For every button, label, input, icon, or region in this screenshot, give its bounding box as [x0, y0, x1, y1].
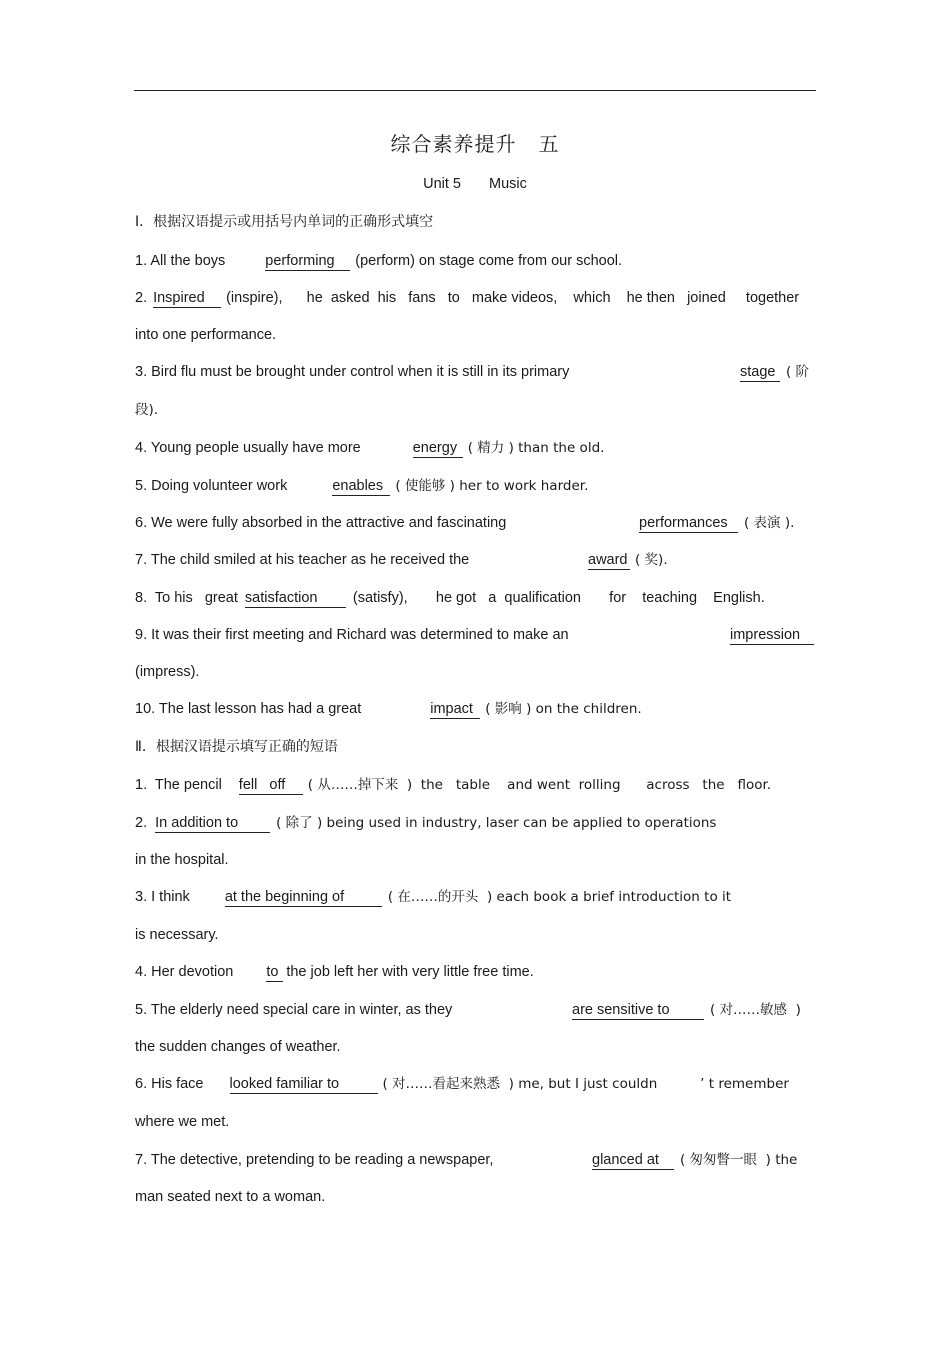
q-text: 9. It was their first meeting and Richard was determined to make an: [135, 627, 569, 643]
s2-q7-answer: [592, 1151, 797, 1170]
answer-blank: Inspired: [153, 290, 221, 308]
s2-q3-cont: is necessary.: [135, 927, 219, 943]
answer-blank: energy: [413, 440, 463, 458]
unit-topic: Music: [489, 176, 527, 192]
q-text: (inspire), he asked his fans to make videos, which he then joined together: [226, 290, 800, 306]
s2-q5-cont: the sudden changes of weather.: [135, 1039, 341, 1055]
s1-q9: [135, 626, 569, 644]
unit-label: Unit 5: [423, 176, 461, 192]
s1-q3-cont: 段).: [135, 402, 159, 418]
s2-q5: [135, 1001, 452, 1019]
q-text: ( 阶: [786, 364, 810, 380]
s1-q2-cont: into one performance.: [135, 327, 277, 343]
unit-subtitle: [0, 176, 950, 192]
q-text: 5. Doing volunteer work: [135, 478, 288, 494]
q-text: ( 在……的开头 ) each book a brief introduction to it: [387, 889, 732, 905]
s1-q1: [135, 252, 622, 271]
s2-q2: [135, 814, 716, 833]
q-text: 8. To his great: [135, 590, 238, 606]
q-text: ( 精力 ) than the old.: [467, 440, 605, 456]
s1-q6: [135, 514, 506, 532]
answer-blank: performing: [265, 253, 350, 271]
s1-q8: [135, 589, 765, 608]
answer-blank: enables: [332, 478, 390, 496]
s2-q7-cont: man seated next to a woman.: [135, 1189, 326, 1205]
s1-q4: [135, 439, 604, 458]
q-text: ( 影响 ) on the children.: [485, 701, 642, 717]
q-text: 2.: [135, 290, 148, 306]
s2-q6-cont: where we met.: [135, 1114, 230, 1130]
q-text: ( 对……看起来熟悉 ) me, but I just couldn ’ t remember: [382, 1076, 789, 1092]
section2-heading: Ⅱ．根据汉语提示填写正确的短语: [135, 739, 338, 755]
answer-blank: In addition to: [155, 815, 270, 833]
q-text: 6. We were fully absorbed in the attractive and fascinating: [135, 515, 507, 531]
s2-q5-answer: [572, 1001, 801, 1020]
answer-blank: impact: [430, 701, 480, 719]
s2-q1: [135, 776, 771, 795]
s2-q7: [135, 1151, 493, 1169]
title-main: 综合素养提升: [390, 132, 517, 156]
q-text: 7. The child smiled at his teacher as he received the: [135, 552, 470, 568]
s2-q2-cont: in the hospital.: [135, 852, 229, 868]
q-text: 4. Her devotion: [135, 964, 234, 980]
q-text: the job left her with very little free time.: [286, 964, 534, 980]
q-text: 5. The elderly need special care in winter, as they: [135, 1002, 453, 1018]
s1-q9-cont: (impress).: [135, 664, 200, 680]
answer-blank: impression: [730, 627, 814, 645]
s2-q3: [135, 888, 731, 907]
q-text: ( 对……敏感 ): [710, 1002, 801, 1018]
answer-blank: award: [588, 552, 630, 570]
q-text: ( 奖).: [635, 552, 668, 568]
answer-blank: are sensitive to: [572, 1002, 704, 1020]
s1-q5: [135, 477, 588, 496]
q-text: ( 除了 ) being used in industry, laser can be applied to operations: [276, 815, 717, 831]
answer-blank: performances: [639, 515, 738, 533]
answer-blank: fell off: [239, 777, 303, 795]
q-text: ( 匆匆瞥一眼 ) the: [680, 1152, 798, 1168]
s2-q6: [135, 1075, 789, 1094]
page-title: [0, 128, 950, 157]
s1-q10: [135, 700, 642, 719]
title-number: 五: [538, 132, 560, 156]
q-text: 2.: [135, 815, 148, 831]
answer-blank: satisfaction: [245, 590, 346, 608]
q-text: (perform) on stage come from our school.: [355, 253, 623, 269]
s1-q3: [135, 363, 569, 381]
q-text: 6. His face: [135, 1076, 204, 1092]
answer-blank: glanced at: [592, 1152, 674, 1170]
s1-q7-answer: [588, 551, 668, 570]
q-text: 1. The pencil: [135, 777, 222, 793]
q-text: ( 使能够 ) her to work harder.: [395, 478, 589, 494]
q-text: (satisfy), he got a qualification for teaching English.: [352, 590, 765, 606]
q-text: ( 表演 ).: [744, 515, 795, 531]
section1-heading: Ⅰ．根据汉语提示或用括号内单词的正确形式填空: [135, 214, 434, 230]
answer-blank: at the beginning of: [225, 889, 382, 907]
q-text: ( 从……掉下来 ) the table and went rolling across the floor.: [307, 777, 772, 793]
q-text: 10. The last lesson has had a great: [135, 701, 362, 717]
q-text: 1. All the boys: [135, 253, 226, 269]
answer-blank: stage: [740, 364, 780, 382]
q-text: 3. Bird flu must be brought under control when it is still in its primary: [135, 364, 570, 380]
q-text: 3. I think: [135, 889, 190, 905]
s1-q7: [135, 551, 469, 569]
s1-q9-answer: [730, 626, 814, 645]
s1-q2: [135, 289, 799, 308]
s2-q4: [135, 963, 534, 982]
top-rule: [134, 90, 816, 91]
s1-q6-answer: [639, 514, 794, 533]
s1-q3-answer: [740, 363, 809, 382]
q-text: 4. Young people usually have more: [135, 440, 361, 456]
q-text: 7. The detective, pretending to be reading a newspaper,: [135, 1152, 494, 1168]
answer-blank: looked familiar to: [230, 1076, 378, 1094]
answer-blank: to: [266, 964, 283, 982]
